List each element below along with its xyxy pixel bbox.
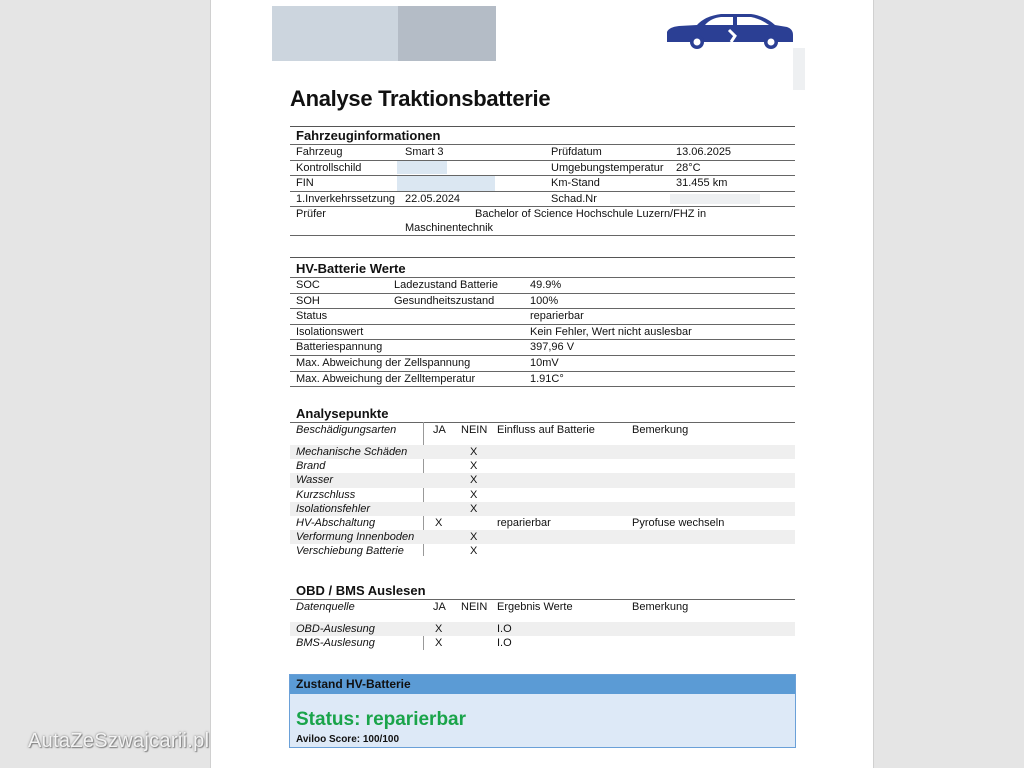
info-row (290, 161, 795, 177)
table-row (290, 622, 795, 636)
analysis-section (290, 405, 795, 559)
obd-section (290, 582, 795, 650)
condition-heading: Zustand HV-Batterie (290, 675, 795, 694)
damage-type: Kurzschluss (296, 488, 356, 501)
hv-row (290, 372, 795, 388)
table-row (290, 516, 795, 530)
result: I.O (497, 637, 512, 650)
vehicle-info-section (290, 126, 795, 236)
section-heading: HV-Batterie Werte (290, 257, 795, 277)
hv-value: reparierbar (530, 310, 584, 323)
info-label: FIN (296, 177, 314, 190)
redacted-logo-area (398, 6, 496, 61)
damage-type: Verschiebung Batterie (296, 545, 404, 558)
info-label: Prüfer (296, 208, 326, 221)
nein-mark: X (470, 446, 478, 458)
info-value: 22.05.2024 (405, 192, 461, 205)
damage-type: Mechanische Schäden (296, 446, 408, 458)
impact: reparierbar (497, 516, 551, 529)
info-value: 31.455 km (676, 177, 728, 190)
ja-mark: X (435, 637, 443, 650)
hv-row (290, 309, 795, 325)
section-heading: Fahrzeuginformationen (290, 126, 795, 144)
hv-label: Isolationswert (296, 325, 364, 338)
examiner-qualification-cont: Maschinentechnik (405, 222, 494, 235)
hv-label: SOH (296, 294, 320, 307)
hv-label: Batteriespannung (296, 341, 383, 354)
hv-label: SOC (296, 279, 320, 291)
table-row (290, 502, 795, 516)
examiner-qualification: Bachelor of Science Hochschule Luzern/FHZ in (475, 208, 707, 221)
ja-mark: X (435, 516, 443, 529)
hv-label: Max. Abweichung der Zelltemperatur (296, 372, 476, 385)
damage-type: Isolationsfehler (296, 502, 370, 515)
hv-value: Kein Fehler, Wert nicht auslesbar (530, 325, 692, 338)
aviloo-score: Aviloo Score: 100/100 (296, 734, 400, 745)
hv-label: Max. Abweichung der Zellspannung (296, 356, 471, 369)
hv-value: 1.91C° (530, 372, 564, 385)
column-header: JA (433, 601, 446, 613)
battery-condition-box (289, 674, 796, 748)
hv-battery-section (290, 257, 795, 387)
damage-type: Verformung Innenboden (296, 531, 415, 544)
column-header: JA (433, 424, 446, 436)
document-page (210, 0, 874, 768)
table-row (290, 636, 795, 650)
hv-description: Gesundheitszustand (394, 294, 495, 307)
info-value: 13.06.2025 (676, 146, 732, 158)
info-label: Prüfdatum (551, 146, 602, 158)
info-row (290, 145, 795, 161)
data-source: BMS-Auslesung (296, 637, 375, 650)
hv-label: Status (296, 310, 328, 323)
redacted-area (793, 48, 805, 90)
document-title: Analyse Traktionsbatterie (290, 86, 551, 111)
info-label: Fahrzeug (296, 146, 343, 158)
column-header: Einfluss auf Batterie (497, 424, 595, 436)
ja-mark: X (435, 623, 443, 635)
redacted-field (397, 161, 447, 174)
damage-type: Brand (296, 460, 326, 473)
hv-value: 100% (530, 294, 559, 307)
column-header: Bemerkung (632, 424, 689, 436)
table-row (290, 445, 795, 459)
column-header: NEIN (461, 424, 488, 436)
table-header-row (290, 599, 795, 615)
column-header: Bemerkung (632, 601, 689, 613)
hv-value: 49.9% (530, 279, 562, 291)
watermark: AutaZeSzwajcarii.pl (28, 730, 210, 752)
table-row (290, 473, 795, 487)
data-source: OBD-Auslesung (296, 623, 375, 635)
examiner-row (290, 207, 795, 236)
info-label: Umgebungstemperatur (551, 161, 664, 174)
info-label: 1.Inverkehrssetzung (296, 192, 396, 205)
info-row (290, 192, 795, 208)
damage-type: Wasser (296, 474, 334, 487)
hv-row (290, 356, 795, 372)
nein-mark: X (470, 502, 478, 515)
hv-row (290, 325, 795, 341)
info-row (290, 176, 795, 192)
nein-mark: X (470, 460, 478, 473)
nein-mark: X (470, 488, 478, 501)
info-label: Schad.Nr (551, 192, 597, 205)
remark: Pyrofuse wechseln (632, 516, 725, 529)
info-label: Km-Stand (551, 177, 600, 190)
column-header: Ergebnis Werte (497, 601, 573, 613)
hv-row (290, 340, 795, 356)
info-value: 28°C (676, 161, 701, 174)
result: I.O (497, 623, 512, 635)
column-header: Beschädigungsarten (296, 424, 397, 436)
nein-mark: X (470, 474, 478, 487)
hv-value: 10mV (530, 356, 559, 369)
section-heading: OBD / BMS Auslesen (296, 583, 426, 598)
hv-row (290, 278, 795, 294)
table-row (290, 459, 795, 473)
redacted-field (397, 176, 495, 191)
info-label: Kontrollschild (296, 161, 362, 174)
info-value: Smart 3 (405, 146, 444, 158)
car-logo-icon (665, 10, 795, 50)
redacted-field (670, 194, 760, 204)
table-row (290, 530, 795, 544)
hv-description: Ladezustand Batterie (394, 279, 498, 291)
table-row (290, 544, 795, 558)
damage-type: HV-Abschaltung (296, 516, 376, 529)
column-header: NEIN (461, 601, 488, 613)
column-header: Datenquelle (296, 601, 355, 613)
table-row (290, 488, 795, 502)
redacted-logo-area (272, 6, 398, 61)
section-heading: Analysepunkte (296, 406, 389, 421)
hv-value: 397,96 V (530, 341, 575, 354)
nein-mark: X (470, 545, 478, 558)
table-header-row (290, 422, 795, 438)
hv-row (290, 294, 795, 310)
condition-status: Status: reparierbar (296, 709, 467, 730)
nein-mark: X (470, 531, 478, 544)
